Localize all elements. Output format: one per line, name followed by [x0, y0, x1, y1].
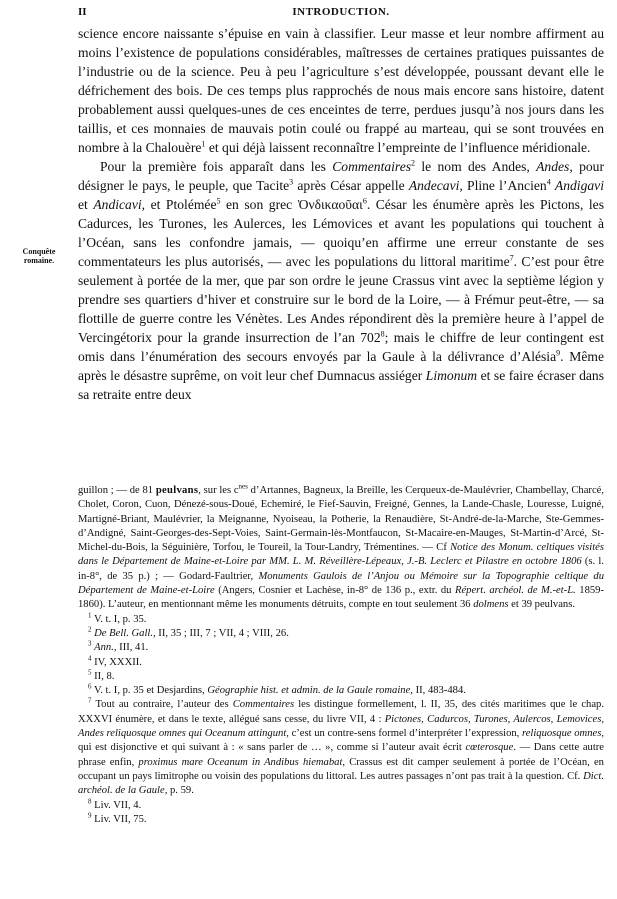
footnote-8: $^8$ Liv. VII, 4.: [88, 797, 142, 811]
footnote-ref-7: 7: [509, 253, 514, 263]
main-text: [78, 24, 604, 404]
footnote-1: $^1$ V. t. I, p. 35.: [88, 611, 147, 625]
footnote-7: $^7$ Tout au contraire, l’auteur des Commentaires les distingue formellement, l. II, 35, des cités maritimes que le chap. XXXVI énumère, et dans le texte, allégué sans cesse, du livre VII, 4 : Pictones, Cadurcos, Turones, Aulercos, Lemovices, Andes reliquosque omnes qui Oceanum attingunt, c’est un contre-sens formel d’interpréter l’expression, reliquosque omnes, qui est disjonctive et qui suivant à : « sans parler de … », comme si l’auteur avait écrit cœterosque. — Dans cette autre phrase enfin, proximus mare Oceanum in Andibus hiemabat, Crassus est dit camper seulement à portée de l’Océan, en occupant un pays limitrophe ou voisin des populations du littoral. Les autres passages n’ont pas trait à la question. Cf. Dict. archéol. de la Gaule, p. 59.: [78, 696, 604, 797]
footnote-ref-5: 5: [216, 196, 221, 206]
footnote-continuation: guillon ; — de 81 peulvans, sur les $c^{nes}$ d’Artannes, Bagneux, la Breille, les Cerqueux-de-Maulévrier, Chambellay, Charcé, Cholet, Coron, Cuon, Dénezé-sous-Doué, Echemiré, le Fief-Sauvin, Freigné, Gennes, la Lande-Chasle, Louresse, Luigné, Martigné-Briant, Maulévrier, la Meignanne, Nyoiseau, la Potherie, la Renaudière, St-André-de-la-Marche, Ste-Gemmes-d’Andigné, Saint-Georges-des-Sept-Voies, Saint-Germain-lès-Montfaucon, St-Macaire-en-Mauges, St-Martin-d’Arcé, St-Michel-du-Bois, la Séguinière, Torfou, le Toureil, la Tour-Landry, Trémentines. — Cf Notice des Monum. celtiques visités dans le Département de Maine-et-Loire par MM. L. M. Réveillère-Lépeaux, J.-B. Leclerc et Pilastre en octobre 1806 (s. l. in-8°, de 35 p.) ; — Godard-Faultrier, Monuments Gaulois de l’Anjou ou Mémoire sur la Topographie celtique du Département de Maine-et-Loire (Angers, Cosnier et Lachèse, in-8° de 136 p., extr. du Répert. archéol. de M.-et-L. 1859-1860). L’auteur, en mentionnant même les monuments détruits, compte en tout seulement 36 dolmens et 39 peulvans.: [78, 482, 605, 611]
footnote-4: $^4$ IV, XXXII.: [88, 654, 142, 668]
footnote-ref-2: 2: [411, 158, 416, 168]
footnote-6: $^6$ V. t. I, p. 35 et Desjardins, Géographie hist. et admin. de la Gaule romaine, II, 483-484.: [88, 682, 466, 697]
paragraph-1: science encore naissante s’épuise en vain à classifier. Leur masse et leur nombre affirment au moins l’existence de populations considérables, maîtresses de certaines pratiques puissantes de l’industrie ou de la science. Peu à peu l’agriculture s’est développée, poussant devant elle le défrichement des bois. De ces temps plus rapprochés de nous mais encore sans histoire, datent probablement aussi quelques-unes de ces enceintes de terre, perdues jusqu’à nos jours dans les taillis, et ces monnaies de mauvais potin coulé ou frappé au marteau, qui se sont trouvées en nombre à la Chalouère$^1$ et qui déjà laissent reconnaître l’empreinte de l’influence méridionale.: [78, 26, 604, 155]
footnote-9: $^9$ Liv. VII, 75.: [88, 811, 147, 825]
footnote-ref-4: 4: [546, 177, 551, 187]
footnote-ref-3: 3: [289, 177, 294, 187]
greek-name: Ὀνδικαοῦαι: [297, 197, 363, 212]
paragraph-2: Pour la première fois apparaît dans les Commentaires$^2$ le nom des Andes, Andes, pour désigner le pays, le peuple, que Tacite$^3$ après César appelle Andecavi, Pline l’Ancien$^4$ Andigavi et Andicavi, et Ptolémée$^5$ en son grec Ὀνδικαοῦαι$^6$. César les énumère après les Pictons, les Cadurces, les Turones, les Aulerces, les Lémovices et avant les populations qui touchent à l’Océan, sans les confondre jamais, — quoiqu’en affirme une erreur constante de ses commentateurs les plus autorisés, — avec les populations du littoral maritime$^7$. C’est pour être seulement à portée de la mer, que par son ordre le jeune Crassus vint avec la septième légion y prendre ses quartiers d’hiver et construire sur le bord de la Loire, — à Frémur peut-être, — sa flottille de guerre contre les Vénètes. Les Andes répondirent dès la première heure à l’appel de Vercingétorix pour la grande insurrection de l’an $702^8$; mais le chiffre de leur contingent est omis dans l’énumération des secours envoyés par la Gaule à la délivrance d’Alésia$^9$. Même après le désastre suprême, on voit leur chef Dumnacus assiéger Limonum et se faire écraser dans sa retraite entre deux: [78, 158, 604, 402]
footnote-ref-6: 6: [362, 196, 367, 206]
running-title: INTRODUCTION.: [292, 6, 390, 18]
footnote-ref-9: 9: [556, 348, 561, 358]
margin-note: Conquête romaine.: [22, 247, 56, 265]
footnotes: [78, 484, 604, 827]
page-number: II: [78, 6, 87, 18]
page-header: [78, 6, 604, 22]
footnote-3: $^3$ Ann., III, 41.: [88, 639, 149, 654]
footnote-ref-8: 8: [380, 329, 385, 339]
footnote-5: $^5$ II, 8.: [88, 668, 115, 682]
footnote-ref-1: 1: [201, 139, 206, 149]
footnote-2: $^2$ De Bell. Gall., II, 35 ; III, 7 ; VII, 4 ; VIII, 26.: [88, 625, 289, 639]
